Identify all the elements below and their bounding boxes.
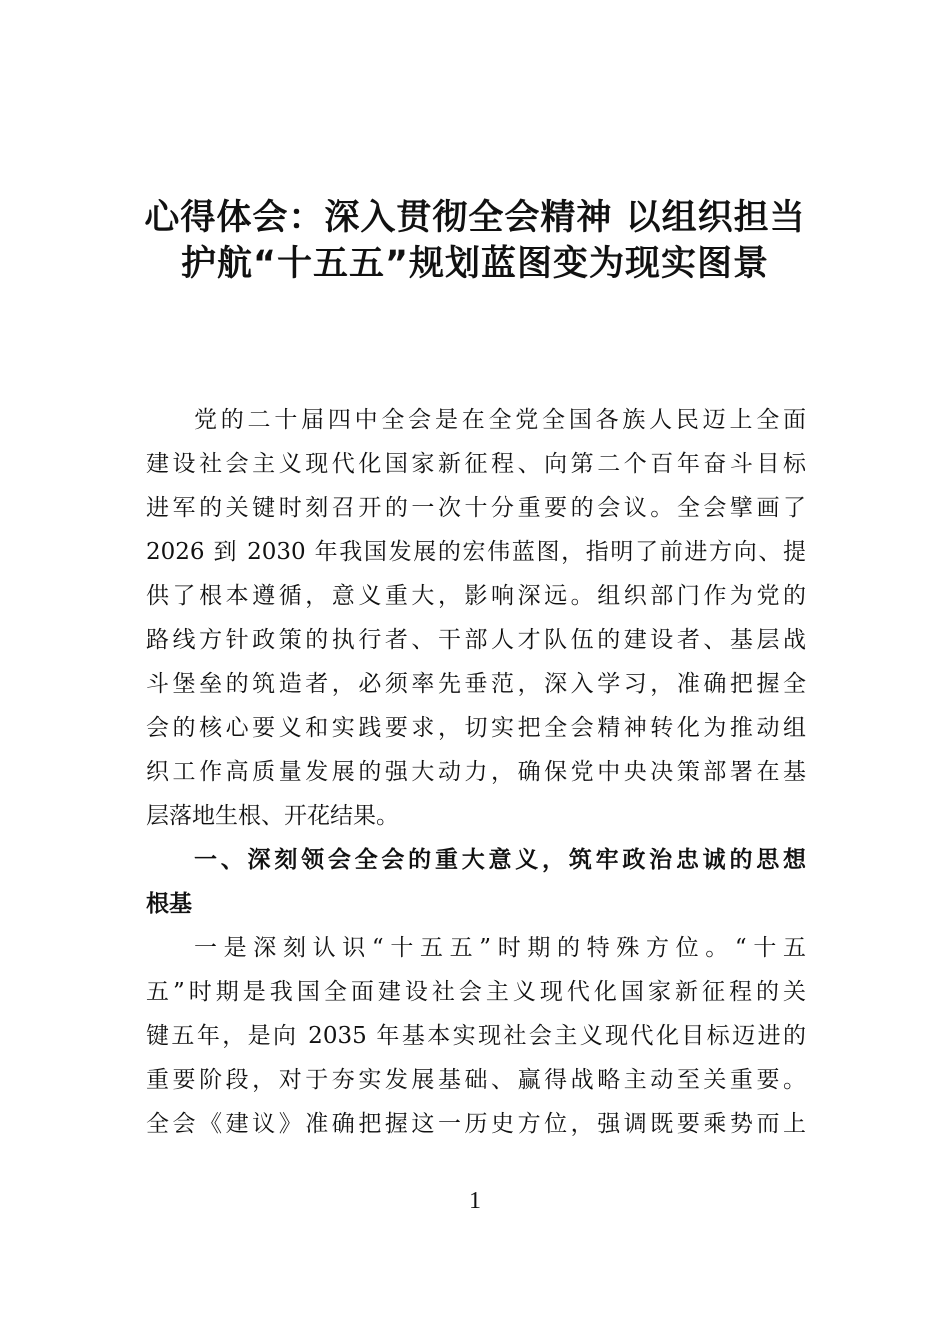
paragraph-line: 2026 到 2030 年我国发展的宏伟蓝图，指明了前进方向、提 (146, 539, 806, 565)
paragraph-2 (146, 926, 806, 1146)
document-body (146, 398, 806, 1146)
heading-line: 根基 (146, 891, 192, 917)
paragraph-line: 织工作高质量发展的强大动力，确保党中央决策部署在基 (146, 759, 806, 785)
paragraph-line: 路线方针政策的执行者、干部人才队伍的建设者、基层战 (146, 627, 806, 653)
paragraph-line: 会的核心要义和实践要求，切实把全会精神转化为推动组 (146, 715, 806, 741)
paragraph-line: 进军的关键时刻召开的一次十分重要的会议。全会擘画了 (146, 495, 806, 521)
section-heading-1 (146, 838, 806, 926)
paragraph-line: 一是深刻认识“十五五”时期的特殊方位。“十五 (194, 935, 806, 961)
document-title-line-2: 护航“十五五”规划蓝图变为现实图景 (180, 244, 769, 284)
paragraph-line: 全会《建议》准确把握这一历史方位，强调既要乘势而上 (146, 1111, 806, 1137)
paragraph-line: 层落地生根、开花结果。 (146, 803, 399, 829)
paragraph-line: 党的二十届四中全会是在全党全国各族人民迈上全面 (194, 407, 806, 433)
paragraph-line: 斗堡垒的筑造者，必须率先垂范，深入学习，准确把握全 (146, 671, 806, 697)
page-number: 1 (469, 1188, 481, 1214)
paragraph-line: 供了根本遵循，意义重大，影响深远。组织部门作为党的 (146, 583, 806, 609)
heading-line: 一、深刻领会全会的重大意义，筑牢政治忠诚的思想 (194, 847, 806, 873)
paragraph-line: 重要阶段，对于夯实发展基础、赢得战略主动至关重要。 (146, 1067, 806, 1093)
paragraph-line: 建设社会主义现代化国家新征程、向第二个百年奋斗目标 (146, 451, 806, 477)
document-title-line-1: 心得体会：深入贯彻全会精神 以组织担当 (144, 198, 806, 238)
paragraph-1 (146, 398, 806, 838)
paragraph-line: 五”时期是我国全面建设社会主义现代化国家新征程的关 (146, 979, 806, 1005)
paragraph-line: 键五年，是向 2035 年基本实现社会主义现代化目标迈进的 (146, 1023, 806, 1049)
